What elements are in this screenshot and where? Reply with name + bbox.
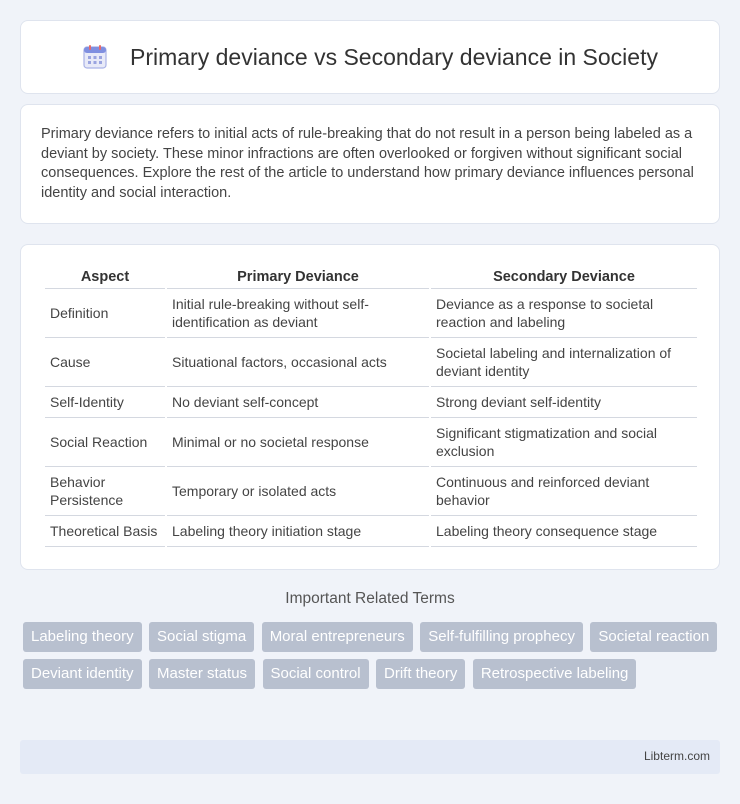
- table-cell: Labeling theory consequence stage: [431, 516, 697, 547]
- table-cell: Deviance as a response to societal reaction and labeling: [431, 289, 697, 338]
- tag-social-control[interactable]: Social control: [263, 659, 369, 689]
- comparison-table: [43, 265, 699, 547]
- tag-societal-reaction[interactable]: Societal reaction: [590, 622, 717, 652]
- tag-drift-theory[interactable]: Drift theory: [376, 659, 465, 689]
- tag-social-stigma[interactable]: Social stigma: [149, 622, 254, 652]
- footer-site-link[interactable]: Libterm.com: [643, 749, 710, 763]
- table-cell: Minimal or no societal response: [167, 418, 429, 467]
- table-cell: Societal labeling and internalization of deviant identity: [431, 338, 697, 387]
- tag-retrospective-labeling[interactable]: Retrospective labeling: [473, 659, 637, 689]
- table-cell: Theoretical Basis: [45, 516, 165, 547]
- column-header-secondary: Secondary Deviance: [431, 265, 697, 289]
- related-terms-list: [23, 622, 723, 696]
- table-row: [45, 418, 697, 467]
- table-cell: Temporary or isolated acts: [167, 467, 429, 516]
- column-header-aspect: Aspect: [45, 265, 165, 289]
- tag-deviant-identity[interactable]: Deviant identity: [23, 659, 142, 689]
- page-title: Primary deviance vs Secondary deviance in Society: [130, 43, 658, 70]
- table-row: [45, 338, 697, 387]
- table-cell: Situational factors, occasional acts: [167, 338, 429, 387]
- footer: [20, 740, 720, 774]
- table-row: [45, 467, 697, 516]
- intro-text: Primary deviance refers to initial acts of rule-breaking that do not result in a person being labeled as a deviant by society. These minor infractions are often overlooked or forgiven without significant social consequences. Explore the rest of the article to understand how primary deviance influences personal identity and social interaction.: [41, 126, 694, 201]
- table-cell: Behavior Persistence: [45, 467, 165, 516]
- table-cell: No deviant self-concept: [167, 387, 429, 418]
- column-header-primary: Primary Deviance: [167, 265, 429, 289]
- table-cell: Continuous and reinforced deviant behavior: [431, 467, 697, 516]
- comparison-table-card: [20, 244, 720, 570]
- table-header-row: [45, 265, 697, 289]
- table-cell: Initial rule-breaking without self-identification as deviant: [167, 289, 429, 338]
- table-cell: Labeling theory initiation stage: [167, 516, 429, 547]
- tag-master-status[interactable]: Master status: [149, 659, 255, 689]
- intro-card: [20, 104, 720, 224]
- calendar-icon: [82, 44, 108, 70]
- tag-moral-entrepreneurs[interactable]: Moral entrepreneurs: [262, 622, 413, 652]
- table-cell: Social Reaction: [45, 418, 165, 467]
- table-cell: Definition: [45, 289, 165, 338]
- table-row: [45, 289, 697, 338]
- table-row: [45, 516, 697, 547]
- related-terms-title: Important Related Terms: [285, 590, 455, 607]
- tag-self-fulfilling-prophecy[interactable]: Self-fulfilling prophecy: [420, 622, 583, 652]
- table-cell: Strong deviant self-identity: [431, 387, 697, 418]
- table-row: [45, 387, 697, 418]
- table-cell: Significant stigmatization and social exclusion: [431, 418, 697, 467]
- table-cell: Self-Identity: [45, 387, 165, 418]
- tag-labeling-theory[interactable]: Labeling theory: [23, 622, 142, 652]
- table-cell: Cause: [45, 338, 165, 387]
- title-card: [20, 20, 720, 94]
